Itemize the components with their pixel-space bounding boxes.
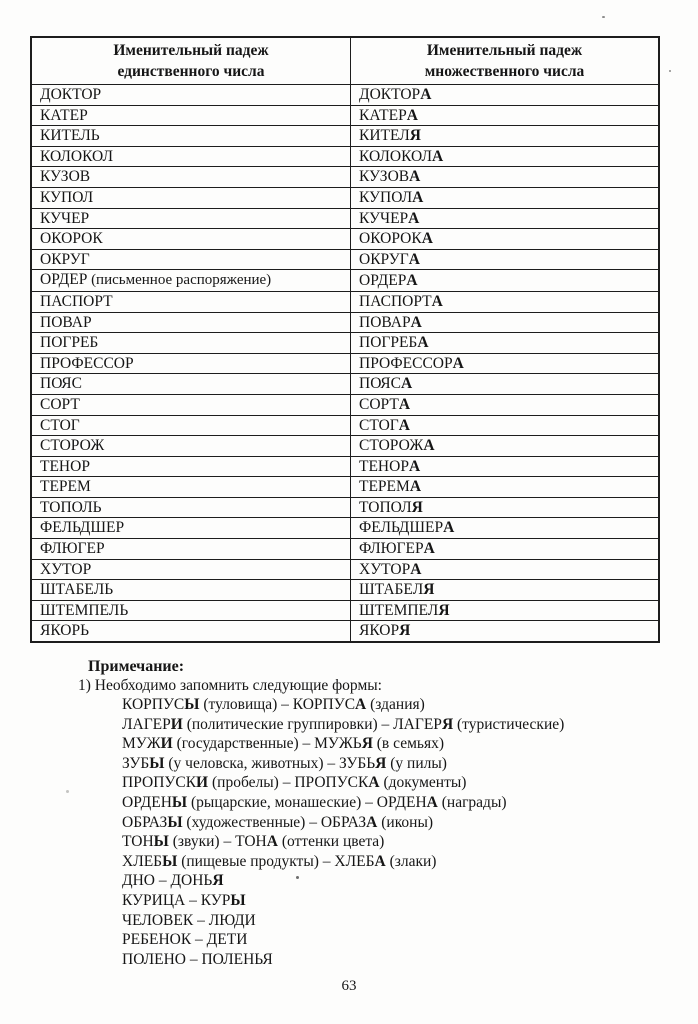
singular-cell: ОКРУГ	[31, 249, 351, 270]
plural-cell: ПОГРЕБА	[351, 333, 660, 354]
note-item: ДНО – ДОНЬЯ	[122, 872, 224, 890]
note-item: ЗУБЫ (у человска, животных) – ЗУБЬЯ (у пилы)	[122, 754, 447, 772]
table-row	[31, 312, 659, 333]
table-row	[31, 126, 659, 147]
table-row	[31, 353, 659, 374]
table-row	[31, 291, 659, 312]
scan-speck	[296, 876, 299, 879]
plural-cell: ТЕНОРА	[351, 456, 660, 477]
table-row	[31, 600, 659, 621]
plural-ending: А	[408, 457, 421, 475]
note-item: ОРДЕНЫ (рыцарские, монашеские) – ОРДЕНА (награды)	[122, 794, 507, 811]
plural-cell: ФЕЛЬДШЕРА	[351, 518, 660, 539]
note-heading: Примечание:	[88, 658, 185, 676]
plural-ending: Я	[399, 622, 411, 640]
singular-cell: ЯКОРЬ	[31, 621, 351, 642]
singular-cell: ХУТОР	[31, 559, 351, 580]
bold-ending: Ы	[149, 754, 165, 772]
singular-cell: КАТЕР	[31, 105, 351, 126]
bold-ending: Я	[375, 754, 387, 772]
singular-note: (письменное распоряжение)	[87, 272, 272, 289]
header-singular-line1: Именительный падеж	[113, 42, 269, 59]
header-row	[31, 37, 659, 85]
plural-ending: А	[421, 230, 433, 248]
table-row	[31, 539, 659, 560]
plural-ending: Я	[409, 127, 421, 145]
table-row	[31, 477, 659, 498]
plural-ending: А	[452, 354, 464, 372]
note-item: ОБРАЗЫ (художественные) – ОБРАЗА (иконы)	[122, 813, 434, 831]
plural-cell: КУЧЕРА	[351, 208, 660, 229]
plural-ending: А	[431, 292, 443, 310]
table-row	[31, 497, 659, 518]
plural-ending: А	[443, 519, 455, 537]
plural-cell: КУПОЛА	[351, 187, 660, 208]
singular-cell: КОЛОКОЛ	[31, 146, 351, 167]
bold-ending: Ы	[171, 794, 188, 811]
bold-ending: А	[426, 794, 438, 811]
note-item: ПОЛЕНО – ПОЛЕНЬЯ	[122, 950, 273, 968]
table-row	[31, 167, 659, 188]
singular-cell: ПОВАР	[31, 312, 351, 333]
plural-ending: А	[410, 313, 422, 331]
bold-ending: Ы	[167, 813, 183, 831]
bold-ending: Ы	[230, 891, 246, 909]
note-item: МУЖИ (государственные) – МУЖЬЯ (в семьях)	[122, 735, 444, 753]
bold-ending: А	[355, 696, 367, 714]
singular-cell: ТОПОЛЬ	[31, 497, 351, 518]
bold-ending: А	[374, 852, 386, 870]
plural-cell: ФЛЮГЕРА	[351, 539, 660, 560]
note-item: РЕБЕНОК – ДЕТИ	[122, 931, 248, 949]
plural-ending: А	[408, 250, 420, 268]
singular-cell: КУПОЛ	[31, 187, 351, 208]
header-singular-line2: единственного числа	[117, 63, 265, 80]
bold-ending: А	[366, 813, 378, 831]
plural-cell: ОРДЕРА	[351, 270, 660, 292]
bold-ending: Я	[361, 735, 373, 753]
header-plural-line2: множественного числа	[424, 63, 585, 80]
plural-ending: Я	[438, 601, 450, 619]
singular-cell: ТЕРЕМ	[31, 477, 351, 498]
plural-ending: А	[406, 271, 418, 289]
plural-ending: А	[409, 478, 422, 496]
note-section	[0, 657, 698, 969]
plural-ending: А	[398, 395, 411, 413]
bold-ending: Ы	[153, 833, 169, 851]
table-row	[31, 518, 659, 539]
table-row	[31, 415, 659, 436]
table-row	[31, 208, 659, 229]
singular-cell: ПОГРЕБ	[31, 333, 351, 354]
note-item: КУРИЦА – КУРЫ	[122, 891, 246, 909]
plural-cell: ОКОРОКА	[351, 229, 660, 250]
plural-cell: ПОВАРА	[351, 312, 660, 333]
note-item: ЛАГЕРИ (политические группировки) – ЛАГЕРЯ (туристические)	[122, 715, 565, 733]
plural-cell: КИТЕЛЯ	[351, 126, 660, 147]
table-row	[31, 249, 659, 270]
singular-cell: ОКОРОК	[31, 229, 351, 250]
singular-cell: ФЕЛЬДШЕР	[31, 518, 351, 539]
singular-cell: КУЧЕР	[31, 208, 351, 229]
plural-cell: КАТЕРА	[351, 105, 660, 126]
singular-cell: ШТАБЕЛЬ	[31, 580, 351, 601]
header-plural-line1: Именительный падеж	[426, 42, 583, 59]
bold-ending: А	[266, 833, 278, 851]
singular-cell: КУЗОВ	[31, 167, 351, 188]
singular-cell: КИТЕЛЬ	[31, 126, 351, 147]
table-row	[31, 146, 659, 167]
plural-ending: А	[423, 540, 435, 558]
note-item: ТОНЫ (звуки) – ТОНА (оттенки цвета)	[122, 833, 385, 851]
plural-ending: А	[412, 188, 424, 206]
plural-ending: А	[410, 560, 422, 578]
note-list	[122, 695, 698, 969]
singular-cell: СОРТ	[31, 394, 351, 415]
note-item: ПРОПУСКИ (пробелы) – ПРОПУСКА (документы)	[122, 774, 467, 792]
singular-cell: ПРОФЕССОР	[31, 353, 351, 374]
plural-cell: КОЛОКОЛА	[351, 146, 660, 167]
table-row	[31, 456, 659, 477]
bold-ending: Я	[441, 715, 454, 733]
note-intro: 1) Необходимо запомнить следующие формы:	[78, 677, 382, 695]
bold-ending: И	[170, 715, 183, 733]
page-number: 63	[341, 978, 357, 995]
plural-cell: ПРОФЕССОРА	[351, 353, 660, 374]
table-row	[31, 559, 659, 580]
table-header	[31, 37, 659, 85]
table-row	[31, 333, 659, 354]
noun-forms-table	[30, 36, 660, 643]
plural-ending: А	[431, 147, 444, 165]
plural-cell: ТЕРЕМА	[351, 477, 660, 498]
plural-cell: ОКРУГА	[351, 249, 660, 270]
table-row	[31, 105, 659, 126]
singular-cell: ФЛЮГЕР	[31, 539, 351, 560]
plural-ending: А	[400, 375, 413, 393]
plural-ending: А	[417, 334, 429, 352]
bold-ending: И	[160, 735, 173, 753]
note-item: КОРПУСЫ (туловища) – КОРПУСА (здания)	[122, 696, 425, 714]
bold-ending: Ы	[162, 852, 178, 870]
bold-ending: А	[368, 774, 380, 792]
plural-cell: ШТАБЕЛЯ	[351, 580, 660, 601]
scan-speck	[602, 16, 605, 18]
plural-cell: ШТЕМПЕЛЯ	[351, 600, 660, 621]
singular-cell: ПАСПОРТ	[31, 291, 351, 312]
table-row	[31, 270, 659, 292]
plural-cell: ХУТОРА	[351, 559, 660, 580]
table-row	[31, 85, 659, 106]
plural-cell: СОРТА	[351, 394, 660, 415]
scan-speck	[66, 790, 69, 793]
plural-ending: А	[420, 86, 432, 103]
header-singular	[31, 37, 351, 85]
plural-ending: А	[408, 209, 420, 227]
table-row	[31, 229, 659, 250]
bold-ending: И	[196, 774, 209, 792]
plural-cell: ПОЯСА	[351, 374, 660, 395]
note-item: ХЛЕБЫ (пищевые продукты) – ХЛЕБА (злаки)	[122, 852, 437, 870]
table-row	[31, 374, 659, 395]
table-row	[31, 621, 659, 642]
plural-cell: СТОГА	[351, 415, 660, 436]
plural-ending: А	[423, 437, 435, 455]
table-row	[31, 187, 659, 208]
singular-cell: ШТЕМПЕЛЬ	[31, 600, 351, 621]
plural-ending: А	[398, 416, 410, 434]
table-body	[31, 85, 659, 643]
scan-speck	[669, 70, 671, 72]
plural-ending: Я	[423, 581, 435, 599]
singular-cell: СТОРОЖ	[31, 436, 351, 457]
singular-cell: ТЕНОР	[31, 456, 351, 477]
table-row	[31, 394, 659, 415]
singular-cell: ПОЯС	[31, 374, 351, 395]
table-row	[31, 436, 659, 457]
singular-cell: СТОГ	[31, 415, 351, 436]
plural-cell: КУЗОВА	[351, 167, 660, 188]
plural-cell: ЯКОРЯ	[351, 621, 660, 642]
plural-cell: ДОКТОРА	[351, 85, 660, 106]
singular-cell: ДОКТОР	[31, 85, 351, 106]
plural-cell: СТОРОЖА	[351, 436, 660, 457]
bold-ending: Я	[212, 872, 224, 890]
note-item: ЧЕЛОВЕК – ЛЮДИ	[122, 911, 256, 929]
plural-ending: А	[406, 106, 418, 124]
plural-ending: А	[409, 168, 421, 186]
plural-cell: ПАСПОРТА	[351, 291, 660, 312]
plural-ending: Я	[411, 498, 423, 516]
bold-ending: Ы	[184, 696, 200, 714]
singular-cell: ОРДЕР (письменное распоряжение)	[31, 270, 351, 292]
plural-cell: ТОПОЛЯ	[351, 497, 660, 518]
header-plural	[351, 37, 660, 85]
table-row	[31, 580, 659, 601]
